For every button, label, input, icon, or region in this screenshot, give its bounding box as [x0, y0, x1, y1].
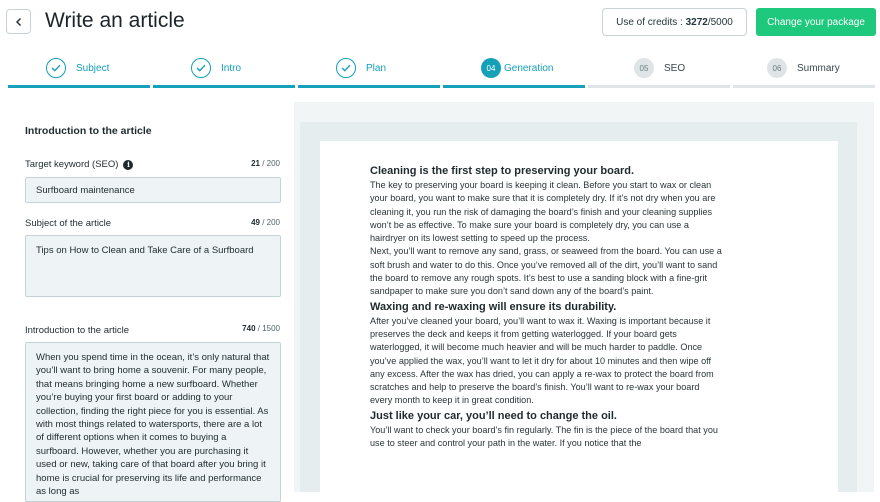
step-plan[interactable]: [298, 50, 440, 88]
step-summary[interactable]: [733, 50, 875, 88]
top-bar: [0, 0, 880, 44]
credits-used: 3272: [685, 16, 708, 28]
step-label: SEO: [664, 63, 686, 74]
check-circle-icon: [191, 58, 211, 78]
article-paragraph: Next, you’ll want to remove any sand, grass, or seaweed from the board. You can use a soft brush and water to do this. Once you’ve removed all of the dirt, you’ll want to sand the board to remove any rough spots. It’s best to use a sanding block with a fine-grit sandpaper to make sure you don’t sand down any of the board’s paint.: [370, 246, 722, 297]
keyword-count: 21: [251, 159, 260, 168]
step-bar: [8, 85, 150, 88]
article-body: [370, 163, 722, 450]
article-document[interactable]: [320, 141, 838, 492]
check-circle-icon: [46, 58, 66, 78]
step-label: Intro: [221, 63, 242, 74]
subject-label: Subject of the article: [25, 218, 112, 229]
article-paragraph: The key to preserving your board is keeping it clean. Before you start to wax or clean your board, you want to make sure that it is completely dry. If it’s not dry when you are cleaning it, you run the risk of damaging the board’s finish and your cleaning supplies won’t be as effective. To make sure your board is completely dry, you can use a hairdryer on its lowest setting to speed up the process.: [370, 180, 716, 244]
page-title: Write an article: [45, 9, 185, 32]
step-label: Subject: [76, 63, 110, 74]
step-number: 05: [634, 58, 654, 78]
keyword-label-text: Target keyword (SEO): [25, 159, 119, 170]
article-paragraph: You’ll want to check your board’s fin regularly. The fin is the piece of the board that you use to steer and control your path in the water. If you notice that the: [370, 424, 718, 449]
step-bar: [153, 85, 295, 88]
credits-label: Use of credits :: [616, 16, 683, 28]
intro-textarea[interactable]: When you spend time in the ocean, it’s only natural that you’ll want to bring home a souvenir. For many people, that means bringing home a new surfboard. Whether you’re buying your first board or adding to your collection, finding the right piece for you is essential. As with most things related to watersports, there are a lot of different options when it comes to buying a surfboard. However, whether you are purchasing it used or new, taking care of that board after you bring it home is crucial for preserving its life and performance as long as: [25, 342, 281, 502]
keyword-label: [25, 159, 133, 170]
intro-count: 740: [242, 324, 256, 333]
step-number: 06: [767, 58, 787, 78]
chevron-left-icon: [15, 17, 23, 27]
subject-char-count: [251, 218, 280, 227]
step-subject[interactable]: [8, 50, 150, 88]
step-bar: [298, 85, 440, 88]
step-bar: [588, 85, 730, 88]
intro-label: Introduction to the article: [25, 325, 130, 336]
article-heading: Cleaning is the first step to preserving your board.: [370, 165, 635, 177]
intro-max: / 1500: [255, 324, 280, 333]
step-bar: [733, 85, 875, 88]
step-bar: [443, 85, 585, 88]
step-label: Plan: [366, 63, 387, 74]
article-heading: Waxing and re-waxing will ensure its durability.: [370, 300, 617, 313]
step-intro[interactable]: [153, 50, 295, 88]
back-button[interactable]: [6, 9, 31, 34]
credits-indicator: [602, 8, 747, 36]
step-label: Summary: [797, 63, 840, 74]
keyword-input[interactable]: Surfboard maintenance: [25, 177, 281, 203]
subject-textarea[interactable]: Tips on How to Clean and Take Care of a Surfboard: [25, 235, 281, 297]
article-paragraph: After you’ve cleaned your board, you’ll want to wax it. Waxing is important because it preserves the deck and keeps it from getting waterlogged. If your board gets waterlogged, it will become much heavier and will be much harder to paddle. Once you’ve applied the wax, you’ll want to let it dry for about 10 minutes and then wipe off any excess. After the wax has dried, you can apply a re-wax to protect the board from scratches and help to preserve the board’s finish. You’ll want to re-wax your board every month to keep it in great condition.: [370, 315, 714, 406]
info-icon[interactable]: i: [123, 160, 133, 170]
keyword-max: / 200: [259, 159, 280, 168]
intro-char-count: [242, 324, 280, 333]
keyword-char-count: [251, 159, 280, 168]
credits-total: /5000: [707, 16, 733, 28]
subject-count: 49: [251, 218, 260, 227]
check-circle-icon: [336, 58, 356, 78]
step-generation[interactable]: [443, 50, 585, 88]
step-progress: [0, 50, 880, 88]
section-title: Introduction to the article: [25, 125, 152, 137]
step-number: 04: [481, 58, 501, 78]
subject-max: / 200: [259, 218, 280, 227]
article-heading: Just like your car, you’ll need to change the oil.: [370, 409, 617, 422]
step-label: Generation: [504, 63, 554, 74]
change-package-button[interactable]: Change your package: [756, 8, 876, 36]
step-seo[interactable]: [588, 50, 730, 88]
